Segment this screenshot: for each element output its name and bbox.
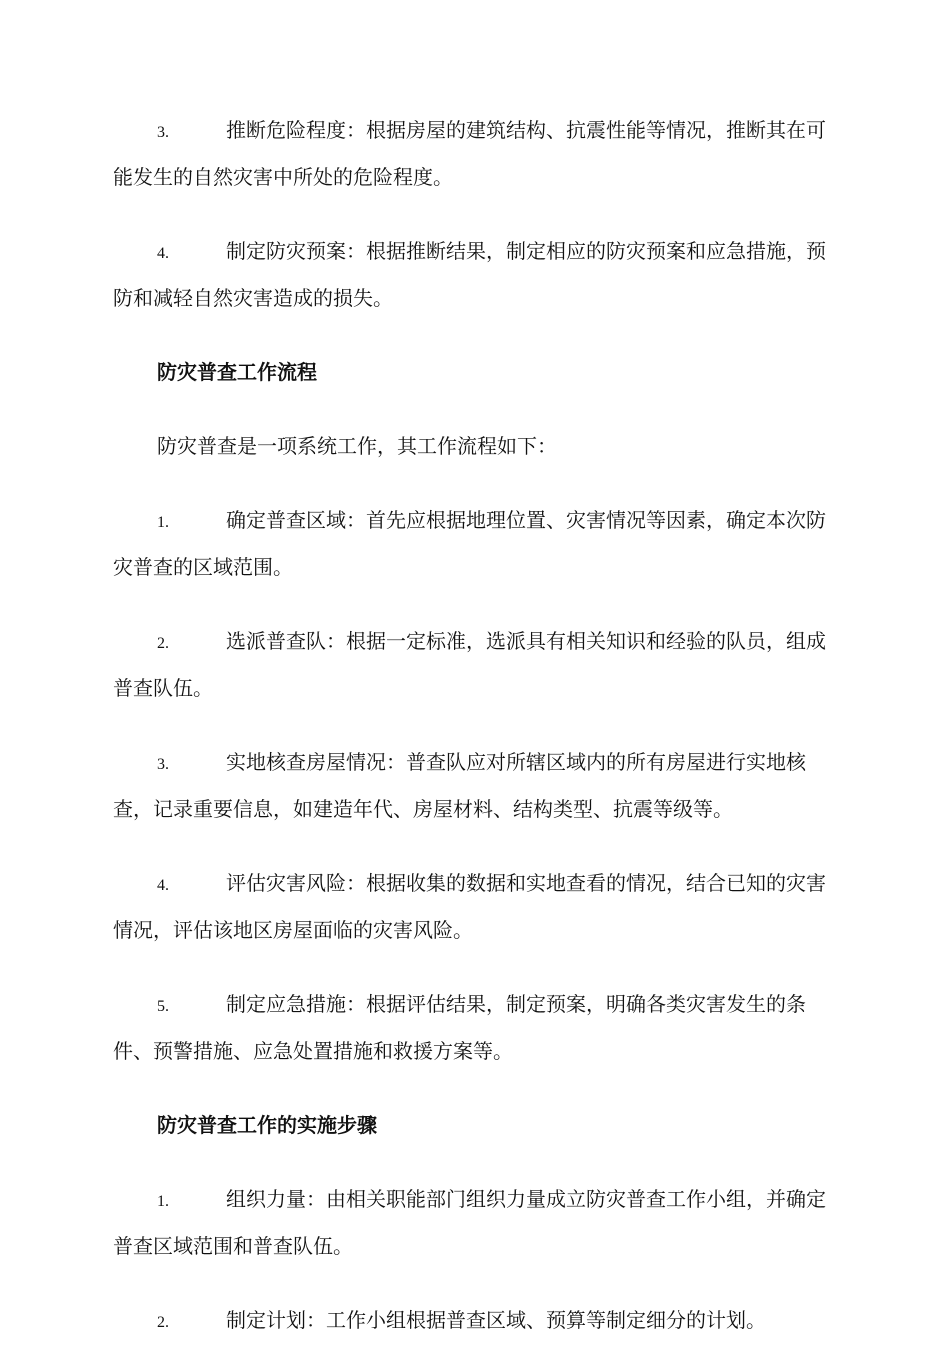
list-number: 1. [157,514,169,531]
list-item-text: 制定应急措施：根据评估结果，制定预案，明确各类灾害发生的条件、预警措施、应急处置措施和救援方案等。 [113,992,806,1063]
list-item-text: 组织力量：由相关职能部门组织力量成立防灾普查工作小组，并确定普查区域范围和普查队伍。 [113,1187,826,1258]
list-item [113,740,838,831]
list-number: 4. [157,877,169,894]
section-heading: 防灾普查工作的实施步骤 [157,1113,377,1137]
list-item [113,229,838,320]
list-number: 5. [157,998,169,1015]
list-number: 3. [157,124,169,141]
list-number: 4. [157,245,169,262]
list-number: 1. [157,1193,169,1210]
list-item-text: 评估灾害风险：根据收集的数据和实地查看的情况，结合已知的灾害情况，评估该地区房屋面临的灾害风险。 [113,871,826,942]
list-item [113,861,838,952]
list-number: 3. [157,756,169,773]
list-item-text: 制定防灾预案：根据推断结果，制定相应的防灾预案和应急措施，预防和减轻自然灾害造成的损失。 [113,239,826,310]
list-item [113,108,838,199]
list-item-text: 选派普查队：根据一定标准，选派具有相关知识和经验的队员，组成普查队伍。 [113,629,826,700]
list-item-text: 实地核查房屋情况：普查队应对所辖区域内的所有房屋进行实地核查，记录重要信息，如建造年代、房屋材料、结构类型、抗震等级等。 [113,750,806,821]
list-item [113,982,838,1073]
list-item-text: 制定计划：工作小组根据普查区域、预算等制定细分的计划。 [226,1308,766,1332]
list-item [113,619,838,710]
list-item [113,1177,838,1268]
list-number: 2. [157,1314,169,1331]
list-item-text: 确定普查区域：首先应根据地理位置、灾害情况等因素，确定本次防灾普查的区域范围。 [113,508,826,579]
section-heading: 防灾普查工作流程 [157,360,317,384]
list-item [113,1298,838,1345]
list-number: 2. [157,635,169,652]
paragraph: 防灾普查是一项系统工作，其工作流程如下： [157,434,557,458]
list-item [113,498,838,589]
list-item-text: 推断危险程度：根据房屋的建筑结构、抗震性能等情况，推断其在可能发生的自然灾害中所处的危险程度。 [113,118,826,189]
